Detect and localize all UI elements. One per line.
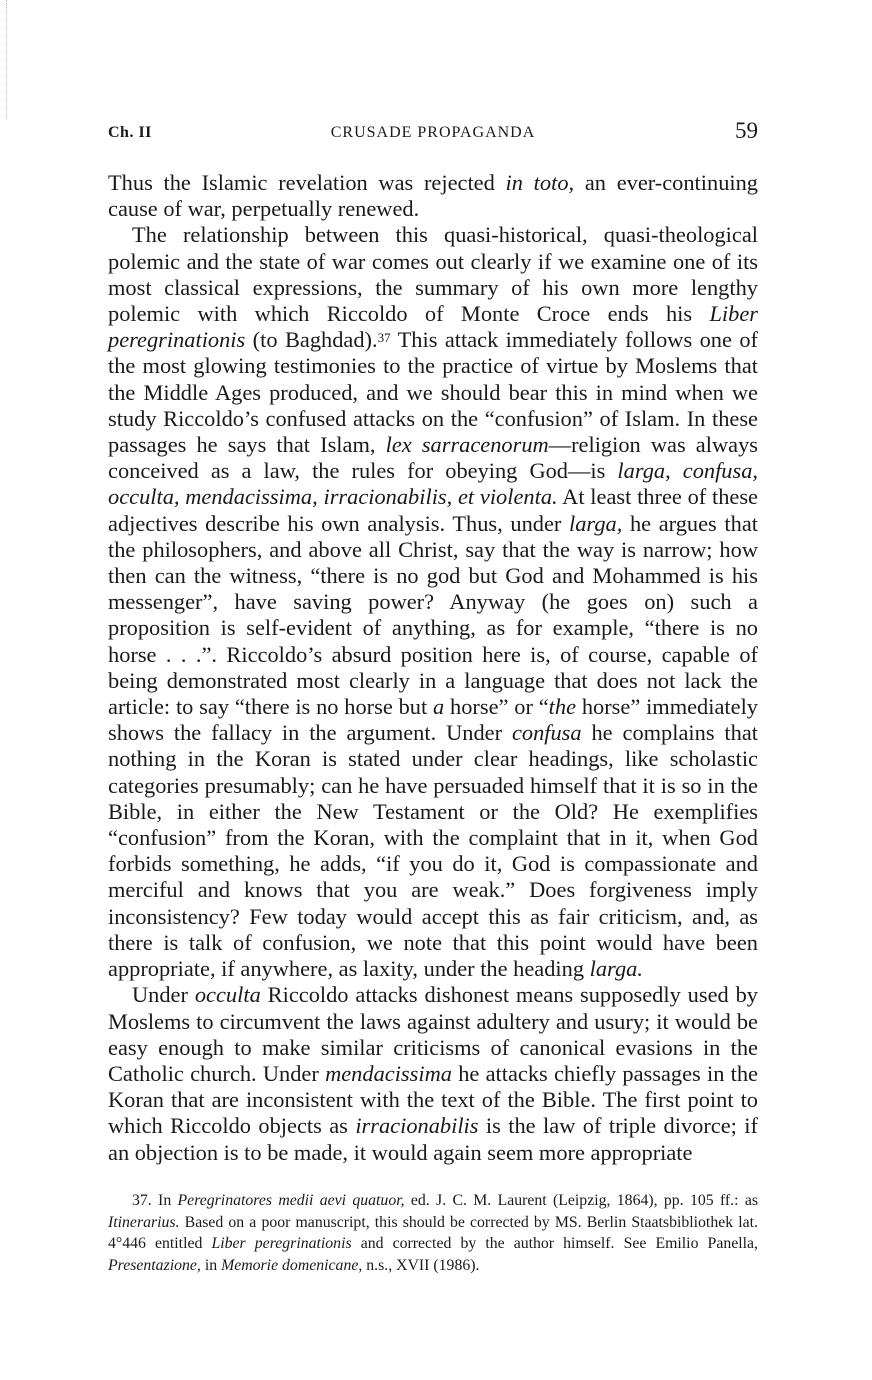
text-run: This attack immediately follows one of the most glowing testimonies to the practice of virtue by Moslems that the Middle Ages produced, and we should bear this in mind when we study Riccoldo’s confused attacks on the “confusion” of Islam. In these passages he says that Islam,	[108, 327, 758, 458]
page-edge-marks	[6, 0, 9, 120]
running-header	[108, 118, 758, 150]
page-number: 59	[735, 118, 758, 143]
text-run: n.s., XVII (1986).	[362, 1256, 480, 1274]
text-run: he argues that the philosophers, and above all Christ, say that the way is narrow; how then can the witness, “there is no god but God and Mohammed is his messenger”, have saving power? Anyway (he goes on) such a proposition is self-evident of anything, as for example, “there is no horse . . .”. Riccoldo’s absurd position here is, of course, capable of being demonstrated most clearly in a language that does not lack the article: to say “there is no horse but	[108, 510, 758, 720]
text-run: he attacks chiefly passages in the Koran that are inconsistent with the text of the Bible. The first point to which Riccoldo objects as	[108, 1060, 758, 1139]
footnote-reference: 37	[377, 330, 391, 346]
paragraph	[108, 222, 758, 982]
running-title: CRUSADE PROPAGANDA	[330, 124, 536, 141]
text-run: and corrected by the author himself. See Emilio Panella,	[351, 1235, 758, 1252]
text-run: is the law of triple divorce; if an objection is to be made, it would again seem more appropriate	[108, 1113, 758, 1165]
italic-text: larga,	[569, 510, 623, 536]
text-run: —religion was always conceived as a law, the rules for obeying God—is	[108, 432, 758, 484]
text-run: horse” immediately shows the fallacy in the argument. Under	[108, 694, 758, 746]
text-run: Thus the Islamic revelation was rejected	[108, 170, 506, 195]
text-run: The relationship between this quasi-historical, quasi-theological polemic and the state of war comes out clearly if we examine one of its most classical expressions, the summary of his own more lengthy polemic with which Riccoldo of Monte Croce ends his	[108, 222, 758, 327]
text-run: 37. In	[132, 1192, 178, 1209]
text-run: he complains that nothing in the Koran is stated under clear headings, like scholastic categories presumably; can he have persuaded himself that it is so in the Bible, in either the New Testament or the Old? He exemplifies “confusion” from the Koran, with the complaint that in it, when God forbids something, he adds, “if you do it, God is compassionate and merciful and knows that you are weak.” Does forgiveness imply inconsistency? Few today would accept this as fair criticism, and, as there is talk of confusion, we note that this point would have been appropriate, if anywhere, as laxity, under the heading	[108, 720, 758, 982]
italic-text: larga, confusa, occulta, mendacissima, irracionabilis, et violenta.	[108, 458, 759, 510]
paragraph	[108, 170, 758, 222]
footnote-37	[108, 1190, 758, 1276]
italic-text: a	[433, 694, 445, 720]
italic-text: larga.	[589, 956, 643, 982]
text-run: ed. J. C. M. Laurent (Leipzig, 1864), pp. 105 ff.: as	[404, 1192, 758, 1209]
text-run: (to Baghdad).	[245, 327, 378, 353]
body-text	[108, 170, 758, 1166]
italic-text: confusa	[511, 720, 582, 746]
italic-text: mendacissima	[325, 1060, 452, 1086]
italic-text: Peregrinatores medii aevi quatuor,	[177, 1192, 405, 1209]
paragraph	[108, 982, 758, 1165]
italic-text: Presentazione,	[108, 1256, 201, 1274]
text-run: in	[200, 1256, 222, 1274]
italic-text: lex sarracenorum	[385, 432, 549, 458]
chapter-label: Ch. II	[108, 124, 152, 141]
italic-text: Liber peregrinationis	[108, 301, 758, 353]
text-run: horse” or “	[444, 694, 549, 720]
italic-text: the	[548, 694, 577, 720]
italic-text: in toto,	[505, 170, 575, 195]
text-run: Based on a poor manuscript, this should be corrected by MS. Berlin Staatsbibliothek lat. 4°446 entitled	[108, 1213, 758, 1252]
italic-text: Memorie domenicane,	[221, 1256, 363, 1274]
text-run: Riccoldo attacks dishonest means supposedly used by Moslems to circumvent the laws against adultery and usury; it would be easy enough to make similar criticisms of canonical evasions in the Catholic church. Under	[108, 982, 758, 1086]
text-run: Under	[132, 982, 195, 1008]
italic-text: Itinerarius.	[108, 1213, 180, 1231]
text-run: an ever-continuing cause of war, perpetually renewed.	[108, 170, 759, 222]
text-run: At least three of these adjectives describe his own analysis. Thus, under	[108, 484, 758, 536]
italic-text: Liber peregrinationis	[211, 1235, 352, 1252]
italic-text: occulta	[194, 982, 261, 1008]
italic-text: irracionabilis	[355, 1113, 479, 1139]
